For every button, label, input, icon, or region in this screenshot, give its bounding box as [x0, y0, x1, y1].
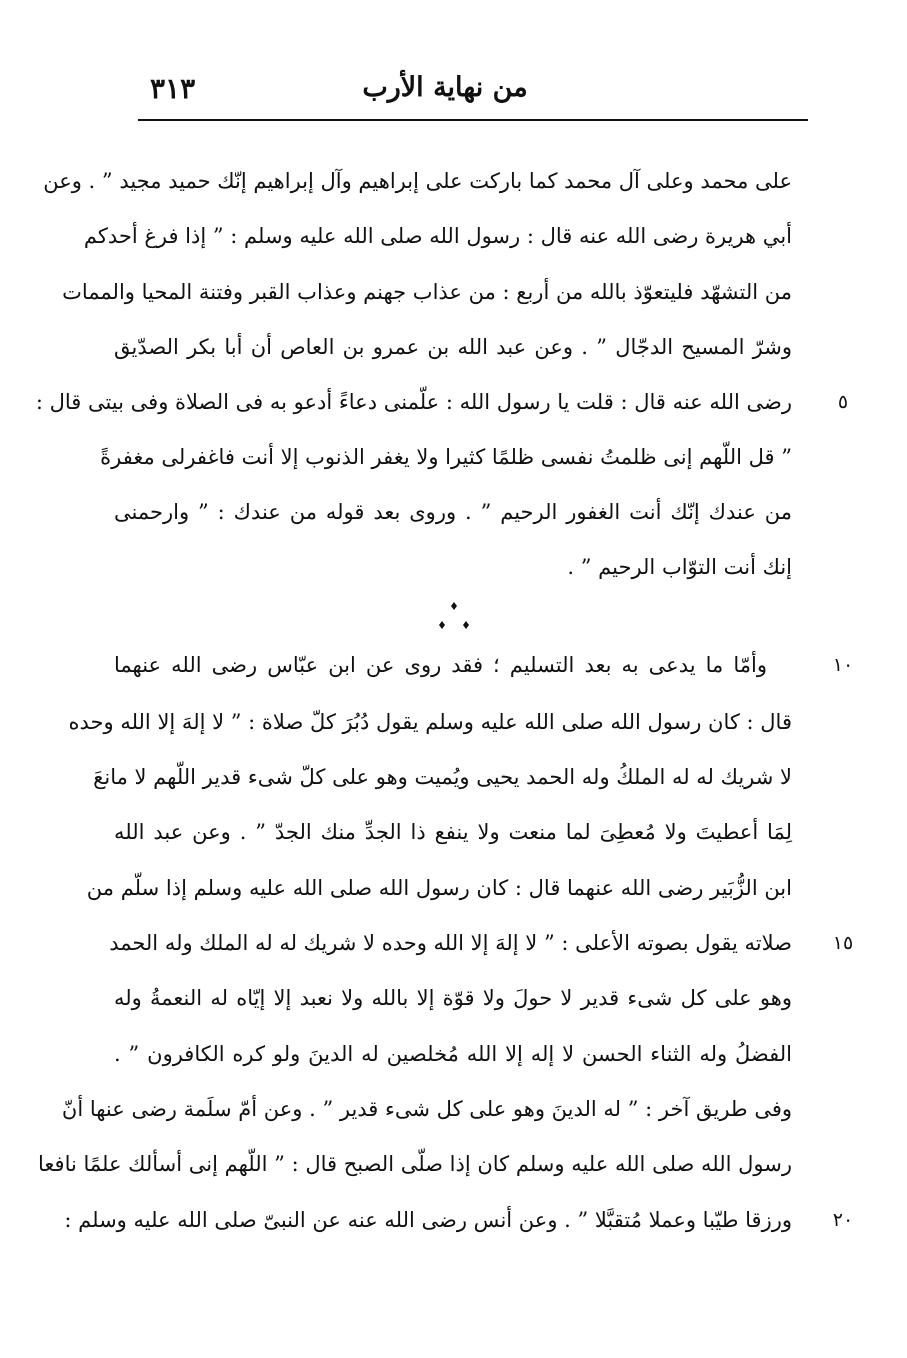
text-line: من التشهّد فليتعوّذ بالله من أربع : من عذاب جهنم وعذاب القبر وفتنة المحيا والممات — [62, 280, 792, 304]
text-line: وشرّ المسيح الدجّال ” . وعن عبد الله بن عمرو بن العاص أن أبا بكر الصدّيق — [114, 335, 792, 359]
text-line: لا شريك له له الملكُ وله الحمد يحيى ويُميت وهو على كلّ شىء قدير اللّهم لا مانعَ — [93, 765, 792, 789]
text-line: لِمَا أعطيتَ ولا مُعطِىَ لما منعت ولا ينفع ذا الجدِّ منك الجدّ ” . وعن عبد الله — [114, 820, 792, 844]
text-line: من عندك إنّك أنت الغفور الرحيم ” . وروى بعد قوله من عندك : ” وارحمنى — [114, 500, 792, 524]
text-line: رضى الله عنه قال : قلت يا رسول الله : علّمنى دعاءً أدعو به فى الصلاة وفى بيتى قال : — [35, 390, 792, 414]
text-line: ” قل اللّهم إنى ظلمتُ نفسى ظلمًا كثيرا ولا يغفر الذنوب إلا أنت فاغفرلى مغفرةً — [100, 445, 792, 469]
text-line: أبي هريرة رضى الله عنه قال : رسول الله صلى الله عليه وسلم : ” إذا فرغ أحدكم — [83, 224, 792, 248]
text-line: على محمد وعلى آل محمد كما باركت على إبراهيم وآل إبراهيم إنّك حميد مجيد ” . وعن — [43, 169, 792, 193]
line-number-15: ١٥ — [832, 932, 854, 954]
text-line: إنك أنت التوّاب الرحيم ” . — [567, 555, 792, 579]
text-line: ورزقا طيّبا وعملا مُتقبَّلا ” . وعن أنس رضى الله عنه عن النبىّ صلى الله عليه وسلم : — [64, 1208, 792, 1232]
text-line: وهو على كل شىء قدير لا حولَ ولا قوّة إلا بالله ولا نعبد إلا إيّاه له النعمةُ وله — [114, 986, 792, 1010]
text-line: الفضلُ وله الثناء الحسن لا إله إلا الله مُخلصين له الدينَ ولو كره الكافرون ” . — [114, 1042, 792, 1066]
page-number: ٣١٣ — [150, 72, 196, 105]
line-number-5: ٥ — [837, 391, 849, 413]
text-line: رسول الله صلى الله عليه وسلم كان إذا صلّى الصبح قال : ” اللّهم إنى أسألك علمًا نافعا — [38, 1152, 792, 1176]
text-line: وفى طريق آخر : ” له الدينَ وهو على كل شىء قدير ” . وعن أمّ سلَمة رضى عنها أنّ — [61, 1097, 792, 1121]
text-line: ابن الزُّبَير رضى الله عنهما قال : كان رسول الله صلى الله عليه وسلم إذا سلّم من — [86, 876, 792, 900]
text-line: صلاته يقول بصوته الأعلى : ” لا إلهَ إلا الله وحده لا شريك له له الملك وله الحمد — [109, 931, 792, 955]
text-line: وأمّا ما يدعى به بعد التسليم ؛ فقد روى عن ابن عبّاس رضى الله عنهما — [114, 653, 767, 677]
header-rule — [138, 119, 808, 121]
text-line: قال : كان رسول الله صلى الله عليه وسلم يقول دُبُرَ كلّ صلاة : ” لا إلهَ إلا الله وحده — [68, 710, 792, 734]
section-separator-ornament — [432, 600, 476, 636]
line-number-20: ٢٠ — [832, 1209, 854, 1231]
line-number-10: ١٠ — [832, 654, 854, 676]
running-title: من نهاية الأرب — [362, 72, 528, 103]
